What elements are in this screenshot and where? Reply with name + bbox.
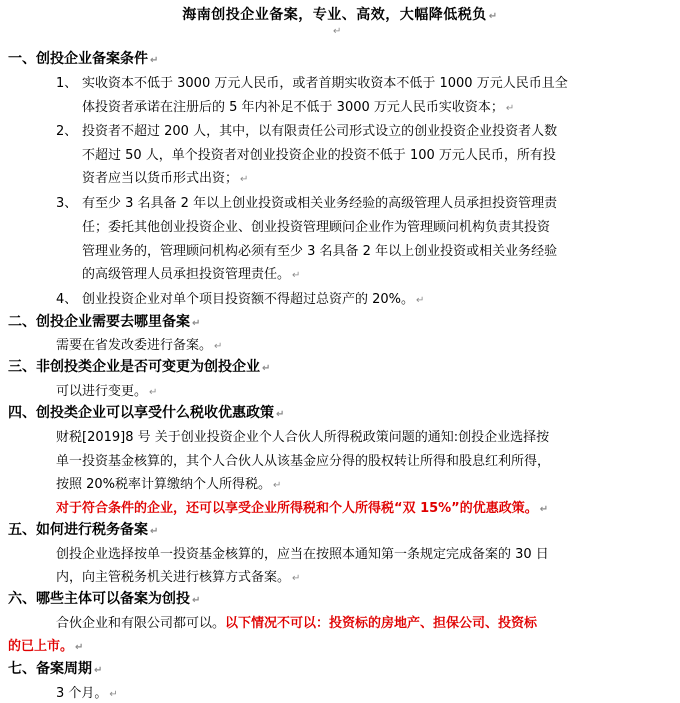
- section-5-heading: 五、如何进行税务备案 ↵: [8, 522, 159, 538]
- section-3-heading: 三、非创投类企业是否可变更为创投企业 ↵: [8, 359, 271, 375]
- section-4-line-2: 单一投资基金核算的，其个人合伙人从该基金应分得的股权转让所得和股息红利所得，: [56, 454, 551, 469]
- section-3-body: 可以进行变更。 ↵: [56, 384, 158, 399]
- item-1-line-2: 体投资者承诺在注册后的 5 年内补足不低于 3000 万元人民币实收资本； ↵: [82, 100, 515, 115]
- section-5-line-1: 创投企业选择按单一投资基金核算的，应当在按照本通知第一条规定完成备案的 30 日: [56, 547, 549, 562]
- section-4-line-1: 财税[2019]8 号 关于创业投资企业个人合伙人所得税政策问题的通知:创投企业选择按: [56, 430, 550, 445]
- section-4-highlight: 对于符合条件的企业，还可以享受企业所得税和个人所得税“双 15%”的优惠政策。 ↵: [56, 501, 549, 516]
- section-5-line-2: 内，向主管税务机关进行核算方式备案。 ↵: [56, 570, 301, 585]
- item-2-line-3: 资者应当以货币形式出资； ↵: [82, 171, 249, 186]
- document-title: 海南创投企业备案，专业、高效，大幅降低税负 ↵: [182, 7, 498, 23]
- item-3-line-1: 有至少 3 名具备 2 年以上创业投资或相关业务经验的高级管理人员承担投资管理责: [82, 196, 558, 211]
- item-3-line-2: 任；委托其他创业投资企业、创业投资管理顾问企业作为管理顾问机构负责其投资: [82, 220, 551, 235]
- item-2-number: 2、: [56, 124, 78, 139]
- section-1-heading: 一、创投企业备案条件 ↵: [8, 51, 159, 67]
- item-4-number: 4、: [56, 292, 78, 307]
- section-7-body: 3 个月。 ↵: [56, 686, 118, 701]
- section-6-line-2: 的已上市。 ↵: [8, 639, 84, 654]
- section-2-body: 需要在省发改委进行备案。 ↵: [56, 338, 223, 353]
- section-2-heading: 二、创投企业需要去哪里备案 ↵: [8, 314, 201, 330]
- section-6-line-1: 合伙企业和有限公司都可以。以下情况不可以：投资标的房地产、担保公司、投资标: [56, 616, 538, 631]
- section-4-line-3: 按照 20%税率计算缴纳个人所得税。 ↵: [56, 477, 282, 492]
- item-3-line-4: 的高级管理人员承担投资管理责任。 ↵: [82, 267, 301, 282]
- item-3-line-3: 管理业务的，管理顾问机构必须有至少 3 名具备 2 年以上创业投资或相关业务经验: [82, 244, 558, 259]
- section-6-heading: 六、哪些主体可以备案为创投 ↵: [8, 591, 201, 607]
- item-3-number: 3、: [56, 196, 78, 211]
- section-7-heading: 七、备案周期 ↵: [8, 661, 103, 677]
- item-2-line-1: 投资者不超过 200 人，其中，以有限责任公司形式设立的创业投资企业投资者人数: [82, 124, 558, 139]
- item-2-line-2: 不超过 50 人，单个投资者对创业投资企业的投资不低于 100 万元人民币，所有投: [82, 148, 556, 163]
- item-1-line-1: 实收资本不低于 3000 万元人民币，或者首期实收资本不低于 1000 万元人民币且全: [82, 76, 568, 91]
- empty-paragraph-mark: ↵: [333, 26, 342, 37]
- document-title-text: 海南创投企业备案，专业、高效，大幅降低税负: [182, 7, 487, 23]
- item-1-number: 1、: [56, 76, 78, 91]
- section-4-heading: 四、创投类企业可以享受什么税收优惠政策 ↵: [8, 405, 285, 421]
- item-4-line-1: 创业投资企业对单个项目投资额不得超过总资产的 20%。 ↵: [82, 292, 425, 307]
